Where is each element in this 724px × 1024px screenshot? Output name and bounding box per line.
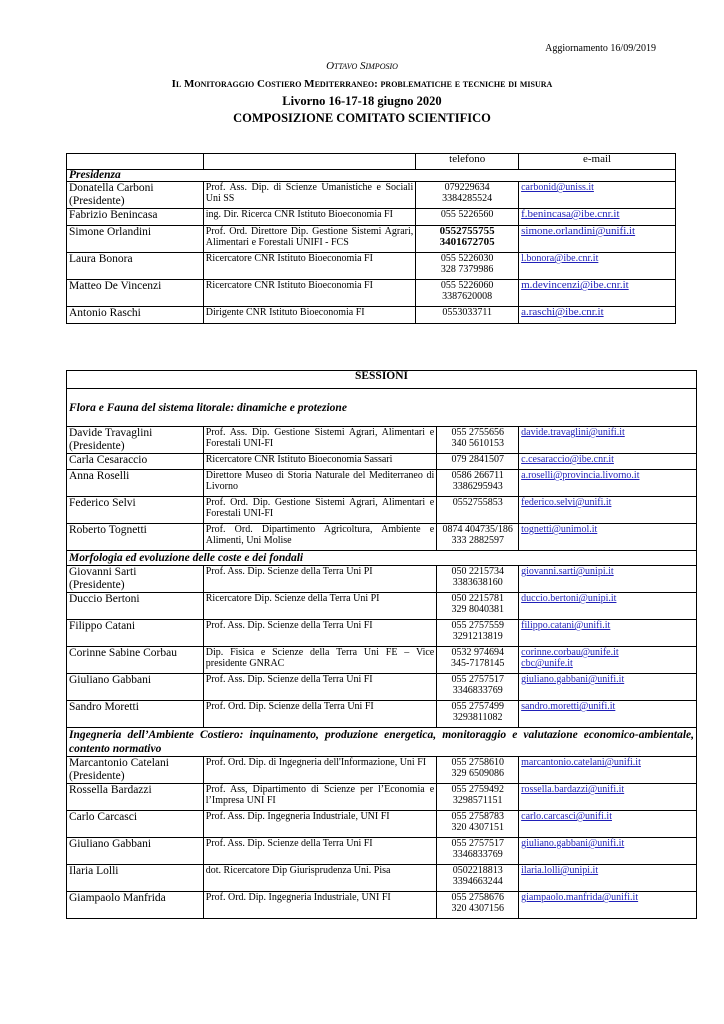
phone-number: 0553033711 [416,307,519,324]
email-link[interactable]: giuliano.gabbani@unifi.it [519,674,697,701]
person-name: Davide Travaglini (Presidente) [67,427,204,454]
person-name: Anna Roselli [67,470,204,497]
email-link[interactable]: carlo.carcasci@unifi.it [519,811,697,838]
phone-number: 050 2215734 3383638160 [437,566,519,593]
table-row [67,701,697,728]
table-row [67,470,697,497]
phone-number: 055 2755656 340 5610153 [437,427,519,454]
email-link[interactable]: giuliano.gabbani@unifi.it [519,838,697,865]
person-name: Carlo Carcasci [67,811,204,838]
table-row [67,209,676,226]
section-row [67,551,697,566]
phone-number: 079 2841507 [437,454,519,470]
email-link[interactable]: duccio.bertoni@unipi.it [519,593,697,620]
person-role: Prof. Ass. Dip. Gestione Sistemi Agrari, Alimentari e Forestali UNI-FI [203,427,436,454]
table-header-row [67,154,676,170]
phone-number: 055 5226030 328 7379986 [416,253,519,280]
table-row [67,182,676,209]
phone-number: 055 2759492 3298571151 [437,784,519,811]
section-row [67,389,697,427]
phone-number: 055 2758610 329 6509086 [437,757,519,784]
table-row [67,454,697,470]
person-role: Dip. Fisica e Scienze della Terra Uni FE – Vice presidente GNRAC [203,647,436,674]
email-link[interactable]: giampaolo.manfrida@unifi.it [519,892,697,919]
table-row [67,757,697,784]
email-link[interactable]: sandro.moretti@unifi.it [519,701,697,728]
person-name: Roberto Tognetti [67,524,204,551]
table-row [67,647,697,674]
email-link[interactable]: simone.orlandini@unifi.it [519,226,676,253]
person-role: Prof. Ord. Dip. Ingegneria Industriale, UNI FI [203,892,436,919]
table-row [67,524,697,551]
person-name: Rossella Bardazzi [67,784,204,811]
person-role: Prof. Ass. Dip. Scienze della Terra Uni FI [203,620,436,647]
person-role: Dirigente CNR Istituto Bioeconomia FI [203,307,416,324]
phone-number: 0502218813 3394663244 [437,865,519,892]
person-name: Giuliano Gabbani [67,674,204,701]
person-role: Prof. Ord. Direttore Dip. Gestione Sistemi Agrari, Alimentari e Forestali UNIFI - FCS [203,226,416,253]
phone-number: 050 2215781 329 8040381 [437,593,519,620]
phone-number: 0532 974694 345-7178145 [437,647,519,674]
sessions-title-row [67,371,697,389]
email-link[interactable]: a.raschi@ibe.cnr.it [519,307,676,324]
session-title: Flora e Fauna del sistema litorale: dinamiche e protezione [67,389,697,427]
email-link[interactable]: c.cesaraccio@ibe.cnr.it [519,454,697,470]
phone-number: 055 5226560 [416,209,519,226]
person-name: Ilaria Lolli [67,865,204,892]
person-name: Carla Cesaraccio [67,454,204,470]
person-role: ing. Dir. Ricerca CNR Istituto Bioeconomia FI [203,209,416,226]
email-link[interactable]: filippo.catani@unifi.it [519,620,697,647]
document-subtitle: COMPOSIZIONE COMITATO SCIENTIFICO [233,111,491,125]
person-name: Duccio Bertoni [67,593,204,620]
table-row [67,280,676,307]
phone-number: 079229634 3384285524 [416,182,519,209]
table-row [67,226,676,253]
symposium-label: Ottavo Simposio [326,60,398,72]
section-row [67,728,697,757]
phone-number: 055 2758676 320 4307156 [437,892,519,919]
person-role: Prof. Ord. Dipartimento Agricoltura, Ambiente e Alimenti, Uni Molise [203,524,436,551]
email-link[interactable]: tognetti@unimol.it [519,524,697,551]
person-role: Ricercatore CNR Istituto Bioeconomia FI [203,280,416,307]
email-link[interactable]: carbonid@uniss.it [519,182,676,209]
phone-number: 0874 404735/186 333 2882597 [437,524,519,551]
phone-number: 055 2758783 320 4307151 [437,811,519,838]
phone-number: 0552755755 3401672705 [416,226,519,253]
person-name: Sandro Moretti [67,701,204,728]
person-role: dot. Ricercatore Dip Giurisprudenza Uni. Pisa [203,865,436,892]
person-name: Giampaolo Manfrida [67,892,204,919]
phone-number: 0586 266711 3386295943 [437,470,519,497]
phone-number: 0552755853 [437,497,519,524]
document-title: Il Monitoraggio Costiero Mediterraneo: problematiche e tecniche di misura [171,78,553,90]
person-role: Prof. Ass. Dip. di Scienze Umanistiche e Sociali Uni SS [203,182,416,209]
presidency-table [66,153,676,324]
table-row [67,784,697,811]
person-role: Ricercatore Dip. Scienze della Terra Uni PI [203,593,436,620]
email-link[interactable]: corinne.corbau@unife.it cbc@unife.it [519,647,697,674]
email-link[interactable]: l.bonora@ibe.cnr.it [519,253,676,280]
session-title: Ingegneria dell’Ambiente Costiero: inquinamento, produzione energetica, monitoraggio e valutazione economico-ambientale, contento normativo [67,728,697,757]
person-name: Donatella Carboni (Presidente) [67,182,204,209]
person-name: Fabrizio Benincasa [67,209,204,226]
table-row [67,892,697,919]
person-role: Ricercatore CNR Istituto Bioeconomia FI [203,253,416,280]
phone-number: 055 5226060 3387620008 [416,280,519,307]
phone-number: 055 2757517 3346833769 [437,674,519,701]
section-title-presidenza: Presidenza [67,170,676,182]
person-role: Direttore Museo di Storia Naturale del Mediterraneo di Livorno [203,470,436,497]
table-row [67,838,697,865]
person-name: Simone Orlandini [67,226,204,253]
email-link[interactable]: m.devincenzi@ibe.cnr.it [519,280,676,307]
person-role: Ricercatore CNR Istituto Bioeconomia Sassari [203,454,436,470]
col-header-email: e-mail [519,154,676,170]
phone-number: 055 2757559 3291213819 [437,620,519,647]
email-link[interactable]: federico.selvi@unifi.it [519,497,697,524]
person-name: Filippo Catani [67,620,204,647]
section-row [67,170,676,182]
person-role: Prof. Ass. Dip. Scienze della Terra Uni FI [203,674,436,701]
person-role: Prof. Ord. Dip. Scienze della Terra Uni FI [203,701,436,728]
person-role: Prof. Ord. Dip. Gestione Sistemi Agrari, Alimentari e Forestali UNI-FI [203,497,436,524]
table-row [67,593,697,620]
email-link[interactable]: ilaria.lolli@unipi.it [519,865,697,892]
person-role: Prof. Ord. Dip. di Ingegneria dell'Informazione, Uni FI [203,757,436,784]
table-row [67,307,676,324]
col-header-telefono: telefono [416,154,519,170]
table-row [67,620,697,647]
email-link[interactable]: f.benincasa@ibe.cnr.it [519,209,676,226]
person-name: Laura Bonora [67,253,204,280]
phone-number: 055 2757499 3293811082 [437,701,519,728]
person-name: Giuliano Gabbani [67,838,204,865]
email-link[interactable]: giovanni.sarti@unipi.it [519,566,697,593]
table-row [67,865,697,892]
phone-number: 055 2757517 3346833769 [437,838,519,865]
table-row [67,253,676,280]
email-link[interactable]: marcantonio.catelani@unifi.it [519,757,697,784]
person-name: Marcantonio Catelani (Presidente) [67,757,204,784]
email-link[interactable]: rossella.bardazzi@unifi.it [519,784,697,811]
person-name: Giovanni Sarti (Presidente) [67,566,204,593]
person-name: Matteo De Vincenzi [67,280,204,307]
table-row [67,497,697,524]
table-row [67,674,697,701]
update-date: Aggiornamento 16/09/2019 [545,43,656,54]
person-name: Antonio Raschi [67,307,204,324]
session-title: Morfologia ed evoluzione delle coste e dei fondali [67,551,697,566]
table-row [67,811,697,838]
person-role: Prof. Ass. Dip. Scienze della Terra Uni PI [203,566,436,593]
sessions-title: SESSIONI [67,371,697,389]
person-role: Prof. Ass, Dipartimento di Scienze per l’Economia e l’Impresa UNI FI [203,784,436,811]
person-name: Corinne Sabine Corbau [67,647,204,674]
event-dates: Livorno 16-17-18 giugno 2020 [282,94,442,108]
person-role: Prof. Ass. Dip. Ingegneria Industriale, UNI FI [203,811,436,838]
person-role: Prof. Ass. Dip. Scienze della Terra Uni FI [203,838,436,865]
table-row [67,427,697,454]
sessions-table [66,370,697,919]
table-row [67,566,697,593]
email-link[interactable]: davide.travaglini@unifi.it [519,427,697,454]
person-name: Federico Selvi [67,497,204,524]
email-link[interactable]: a.roselli@provincia.livorno.it [519,470,697,497]
